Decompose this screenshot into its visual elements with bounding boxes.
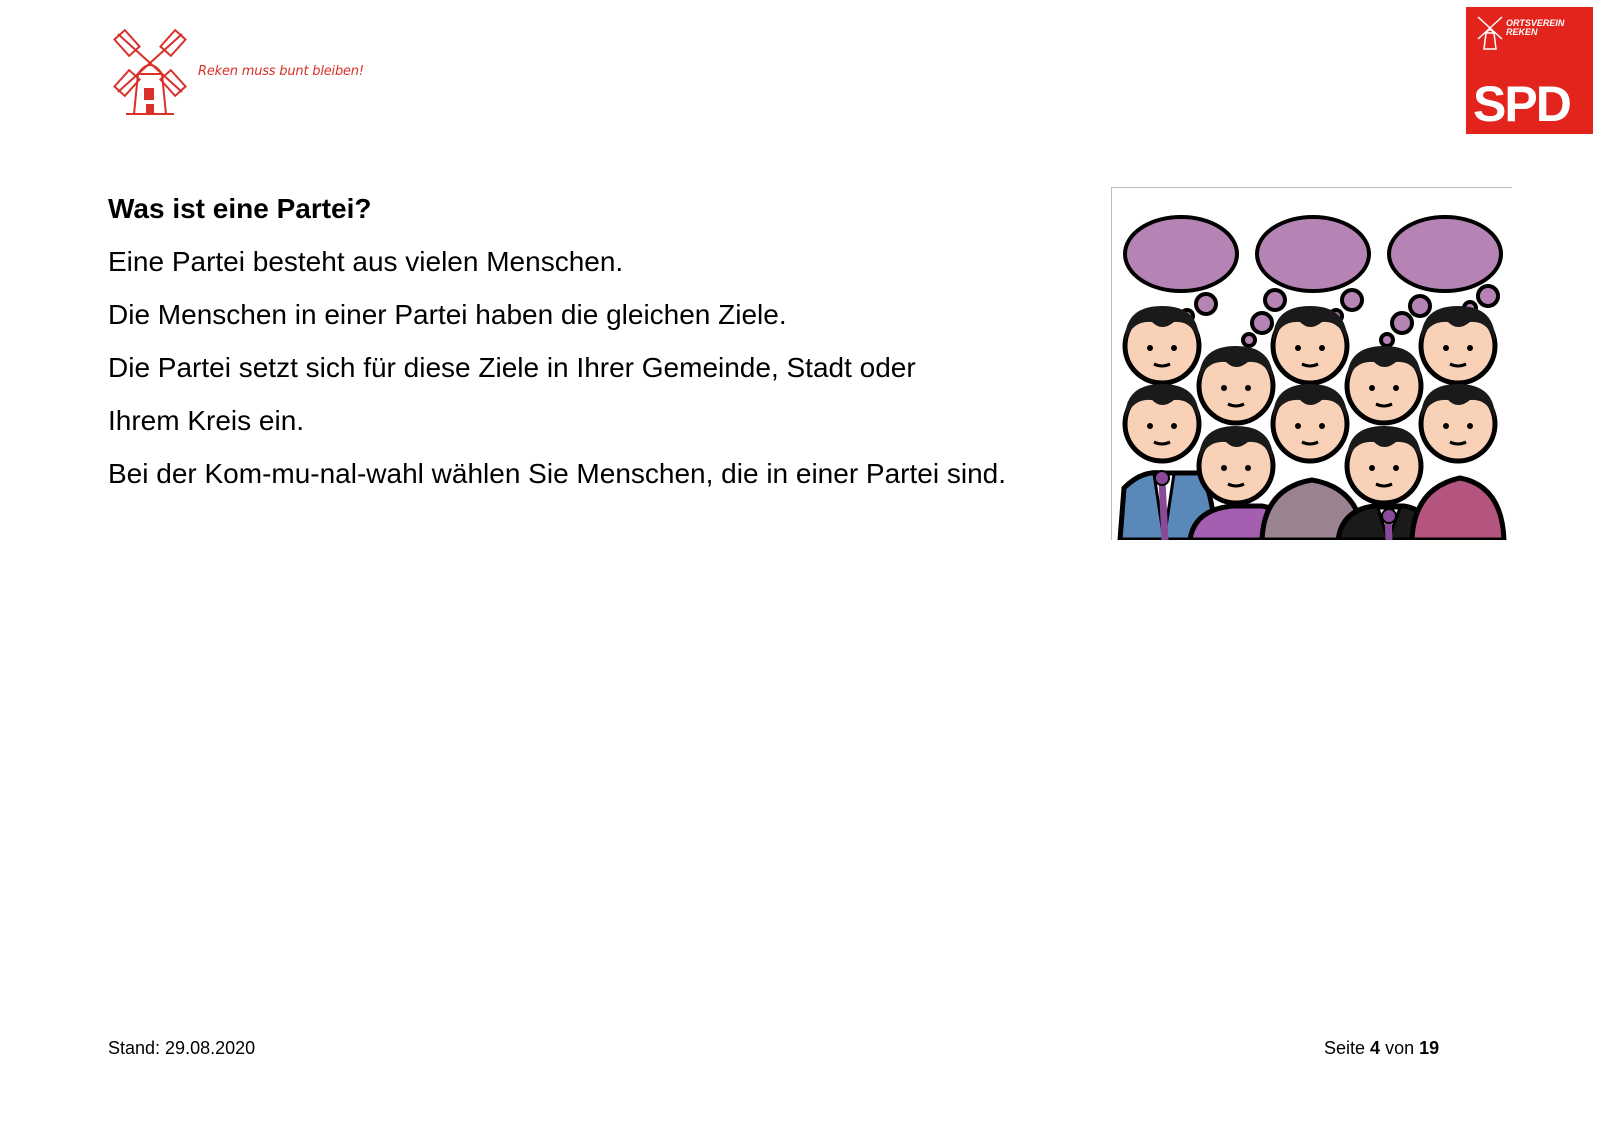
page-indicator — [1324, 1038, 1439, 1059]
party-name: SPD — [1473, 76, 1570, 132]
paragraph-5: Bei der Kom-mu-nal-wahl wählen Sie Menschen, die in einer Partei sind. — [108, 458, 1006, 489]
paragraph-2: Die Menschen in einer Partei haben die gleichen Ziele. — [108, 299, 787, 330]
main-content — [108, 182, 1088, 500]
ortsverein-line2: REKEN — [1506, 27, 1538, 37]
page-total: 19 — [1419, 1038, 1440, 1058]
ortsverein-line1: ORTSVEREIN — [1506, 18, 1565, 28]
group-of-people-icon — [1112, 188, 1512, 540]
windmill-icon — [112, 26, 188, 122]
paragraph-3: Die Partei setzt sich für diese Ziele in Ihrer Gemeinde, Stadt oder — [108, 352, 916, 383]
page-separator: von — [1385, 1038, 1415, 1058]
page-prefix: Seite — [1324, 1038, 1366, 1058]
ortsverein-mark — [1476, 15, 1564, 51]
header-branding — [112, 26, 364, 122]
people-illustration — [1111, 187, 1512, 540]
paragraph-1: Eine Partei besteht aus vielen Menschen. — [108, 246, 624, 277]
windmill-icon — [1476, 15, 1504, 51]
page-title: Was ist eine Partei? — [108, 193, 372, 224]
spd-logo — [1466, 7, 1593, 134]
tagline: Reken muss bunt bleiben! — [198, 63, 364, 79]
ortsverein-label — [1506, 19, 1564, 37]
paragraph-4: Ihrem Kreis ein. — [108, 405, 305, 436]
footer-date: Stand: 29.08.2020 — [108, 1038, 256, 1058]
page-current: 4 — [1370, 1038, 1381, 1058]
